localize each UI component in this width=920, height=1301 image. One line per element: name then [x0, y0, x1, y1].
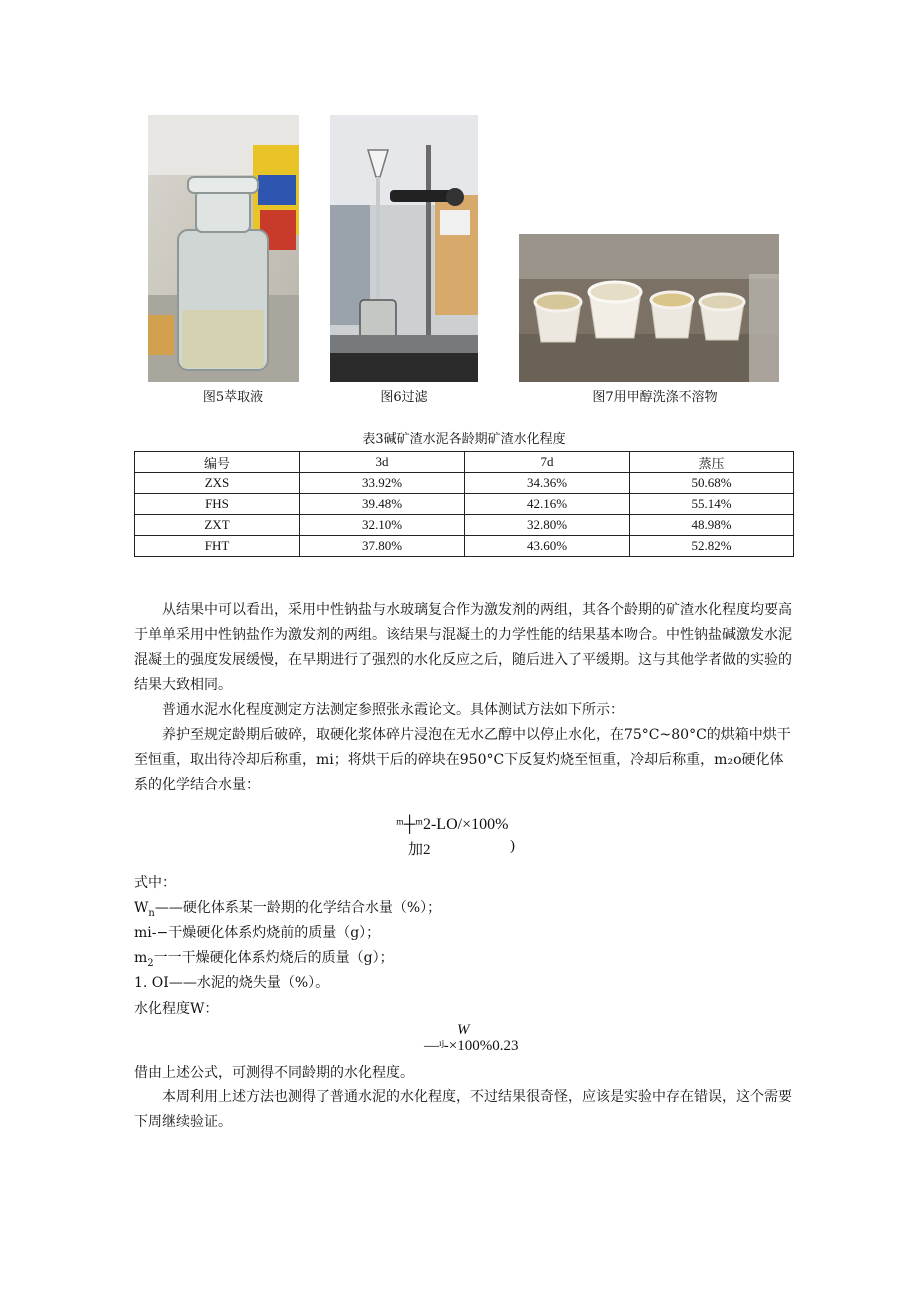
paragraph-method: 普通水泥水化程度测定方法测定参照张永霞论文。具体测试方法如下所示： [162, 702, 624, 718]
table-cell: 42.16% [465, 494, 630, 515]
table-cell: 33.92% [300, 473, 465, 494]
table-row [135, 473, 794, 494]
paragraph-results: 从结果中可以看出，采用中性钠盐与水玻璃复合作为激发剂的两组，其各个龄期的矿渣水化程度均要高于单单采用中性钠盐作为激发剂的两组。该结果与混凝土的力学性能的结果基本吻合。中性钠盐碱激发水泥混凝土的强度发展缓慢，在早期进行了强烈的水化反应之后，随后进入了平缓期。这与其他学者做的实验的结果大致相同。 [134, 602, 792, 693]
symbol-m: m [134, 950, 148, 966]
table-row [135, 494, 794, 515]
table-cell: ZXS [135, 473, 300, 494]
formula-hydration-degree: —ᶦʲ-×100%0.23 [424, 1038, 519, 1054]
figure-caption: 图6过滤 [380, 390, 428, 405]
definition-wn [134, 897, 441, 919]
figure-caption: 图5萃取液 [202, 390, 264, 405]
table-cell: 55.14% [630, 494, 794, 515]
table-cell: 37.80% [300, 536, 465, 557]
table-header-cell: 3d [300, 452, 465, 473]
table-cell: ZXT [135, 515, 300, 536]
definition-m2 [134, 947, 394, 969]
table-cell: 52.82% [630, 536, 794, 557]
table-header-cell: 7d [465, 452, 630, 473]
table-header-row [135, 452, 794, 473]
table-header-cell: 蒸压 [630, 452, 794, 473]
paragraph-weekly-note: 本周利用上述方法也测得了普通水泥的水化程度，不过结果很奇怪，应该是实验中存在错误，这个需要下周继续验证。 [134, 1089, 792, 1130]
table-cell: FHT [135, 536, 300, 557]
table-header-cell: 编号 [135, 452, 300, 473]
table-cell: 34.36% [465, 473, 630, 494]
photo-filtration [330, 115, 478, 382]
paragraph-conclusion: 借由上述公式，可测得不同龄期的水化程度。 [134, 1065, 414, 1081]
formula-denominator: 加2 [408, 842, 431, 858]
photo-extraction-liquid [148, 115, 299, 382]
table-cell: FHS [135, 494, 300, 515]
table-row [135, 536, 794, 557]
table-cell: 43.60% [465, 536, 630, 557]
hydration-degree-label: 水化程度W： [134, 1001, 219, 1017]
formula-bound-water: ᵐ┼ᵐ2-LO/×100% [396, 816, 509, 833]
figure-caption: 图7用甲醇洗涤不溶物 [592, 390, 718, 405]
symbol-w: W [134, 900, 149, 916]
definition-loi: 1. OI——水泥的烧失量（%）。 [134, 975, 330, 991]
table-title: 表3碱矿渣水泥各龄期矿渣水化程度 [362, 432, 566, 447]
formula-paren: ) [510, 838, 515, 854]
table-cell: 32.80% [465, 515, 630, 536]
table-cell: 48.98% [630, 515, 794, 536]
table-cell: 50.68% [630, 473, 794, 494]
table-cell: 32.10% [300, 515, 465, 536]
definition-text: 一一干燥硬化体系灼烧后的质量（g）； [153, 950, 394, 966]
hydration-table [134, 451, 794, 557]
table-row [135, 515, 794, 536]
definition-m1: mi-−干燥硬化体系灼烧前的质量（g）； [134, 925, 381, 941]
table-cell: 39.48% [300, 494, 465, 515]
subscript-n: n [148, 907, 155, 919]
definition-text: ——硬化体系某一龄期的化学结合水量（%）； [154, 900, 442, 916]
photo-methanol-wash [519, 234, 779, 382]
paragraph-procedure: 养护至规定龄期后破碎，取硬化浆体碎片浸泡在无水乙醇中以停止水化，在75°C~80°C的烘箱中烘干至恒重，取出待冷却后称重，mi；将烘干后的碎块在950°C下反复灼烧至恒重，冷却后称重，m₂o硬化体系的化学结合水量： [134, 727, 791, 793]
where-label: 式中： [134, 875, 176, 891]
formula2-numerator: W [457, 1022, 470, 1038]
subscript-2: 2 [147, 957, 154, 969]
